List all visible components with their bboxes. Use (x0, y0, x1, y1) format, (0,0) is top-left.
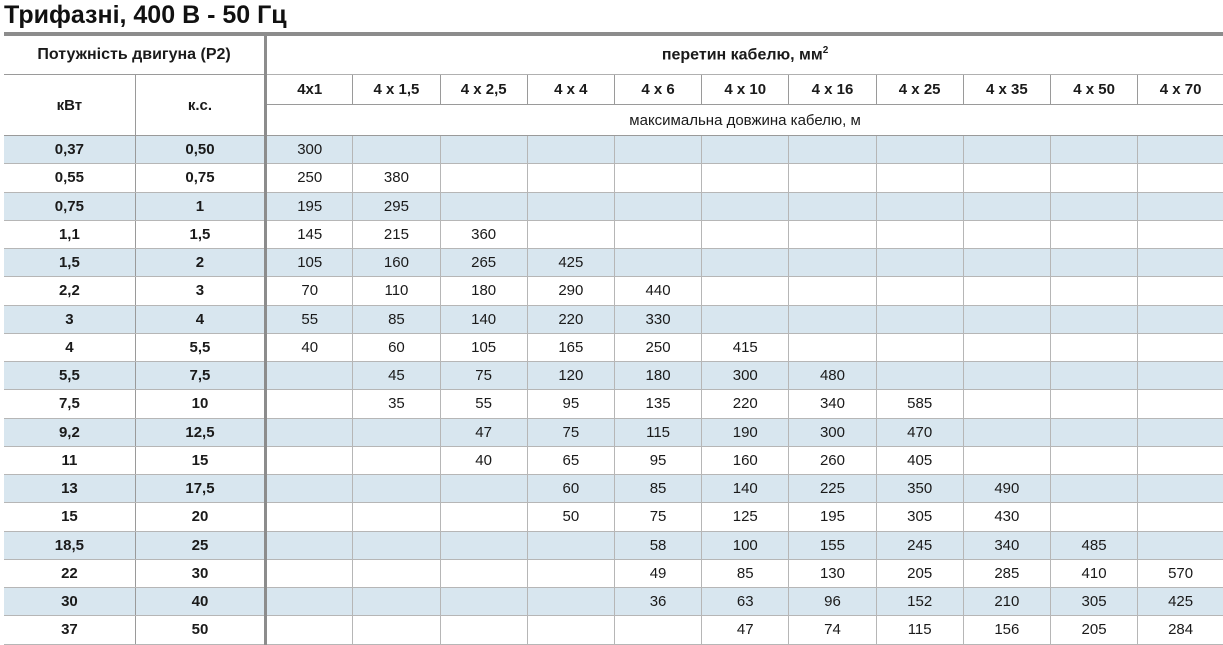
unit-hp-header: к.с. (135, 75, 265, 136)
power-hp-cell: 12,5 (135, 418, 265, 446)
max-length-cell (1138, 249, 1223, 277)
max-length-cell (1138, 475, 1223, 503)
max-length-cell (1138, 277, 1223, 305)
max-length-cell (1050, 503, 1137, 531)
power-hp-cell: 1,5 (135, 220, 265, 248)
max-length-cell (266, 588, 353, 616)
power-hp-cell: 30 (135, 559, 265, 587)
max-length-cell (440, 192, 527, 220)
cable-size-header: 4 x 25 (876, 75, 963, 105)
max-length-cell (702, 305, 789, 333)
max-length-cell (266, 559, 353, 587)
max-length-cell: 160 (353, 249, 440, 277)
max-length-cell (876, 277, 963, 305)
cable-length-table (4, 36, 1223, 645)
max-length-cell (527, 220, 614, 248)
motor-power-header: Потужність двигуна (P2) (4, 36, 266, 75)
max-length-cell: 47 (440, 418, 527, 446)
table-row (4, 305, 1223, 333)
table-row (4, 249, 1223, 277)
max-length-cell: 165 (527, 333, 614, 361)
max-length-cell: 340 (789, 390, 876, 418)
max-length-cell: 95 (527, 390, 614, 418)
max-length-cell (963, 446, 1050, 474)
max-length-cell: 425 (1138, 588, 1223, 616)
max-length-cell (614, 616, 701, 644)
max-length-cell: 260 (789, 446, 876, 474)
max-length-cell (1138, 220, 1223, 248)
max-length-cell (1138, 531, 1223, 559)
max-length-cell (353, 616, 440, 644)
max-length-cell: 75 (614, 503, 701, 531)
max-length-cell: 480 (789, 362, 876, 390)
max-length-cell: 340 (963, 531, 1050, 559)
max-length-cell (1050, 164, 1137, 192)
max-length-cell: 570 (1138, 559, 1223, 587)
max-length-cell: 430 (963, 503, 1050, 531)
max-length-cell: 285 (963, 559, 1050, 587)
power-hp-cell: 1 (135, 192, 265, 220)
max-length-cell: 40 (440, 446, 527, 474)
max-length-cell (963, 305, 1050, 333)
max-length-cell: 250 (266, 164, 353, 192)
power-hp-cell: 10 (135, 390, 265, 418)
max-length-cell (1050, 249, 1137, 277)
max-length-cell (1050, 277, 1137, 305)
max-length-cell (876, 305, 963, 333)
max-length-cell (1050, 136, 1137, 164)
max-length-cell (789, 192, 876, 220)
max-length-cell: 156 (963, 616, 1050, 644)
table-row (4, 446, 1223, 474)
max-length-cell (614, 220, 701, 248)
max-length-cell: 300 (702, 362, 789, 390)
max-length-cell (789, 333, 876, 361)
max-length-cell (876, 249, 963, 277)
max-length-cell: 40 (266, 333, 353, 361)
max-length-cell: 85 (702, 559, 789, 587)
max-length-cell (1138, 418, 1223, 446)
max-length-cell: 60 (527, 475, 614, 503)
max-length-cell (963, 136, 1050, 164)
power-kw-cell: 22 (4, 559, 135, 587)
max-length-cell (440, 475, 527, 503)
max-length-cell (702, 192, 789, 220)
max-length-cell (963, 390, 1050, 418)
max-length-cell (702, 164, 789, 192)
max-length-cell (963, 164, 1050, 192)
max-length-cell (440, 531, 527, 559)
max-length-cell (876, 220, 963, 248)
max-length-cell: 295 (353, 192, 440, 220)
max-length-cell: 45 (353, 362, 440, 390)
max-length-cell: 330 (614, 305, 701, 333)
table-row (4, 559, 1223, 587)
power-kw-cell: 11 (4, 446, 135, 474)
max-length-cell: 49 (614, 559, 701, 587)
max-length-cell (1050, 475, 1137, 503)
max-length-cell: 75 (440, 362, 527, 390)
power-kw-cell: 1,5 (4, 249, 135, 277)
table-row (4, 503, 1223, 531)
max-length-cell (527, 616, 614, 644)
max-length-cell (1050, 333, 1137, 361)
max-length-cell (440, 616, 527, 644)
cable-size-header: 4 x 1,5 (353, 75, 440, 105)
table-row (4, 418, 1223, 446)
max-length-cell (1050, 192, 1137, 220)
max-length-cell (963, 362, 1050, 390)
max-length-cell: 360 (440, 220, 527, 248)
max-length-cell (1138, 192, 1223, 220)
max-length-cell: 96 (789, 588, 876, 616)
table-row (4, 475, 1223, 503)
max-length-cell (876, 136, 963, 164)
max-length-cell (353, 475, 440, 503)
max-length-cell: 305 (876, 503, 963, 531)
max-length-cell (1050, 446, 1137, 474)
max-length-cell: 70 (266, 277, 353, 305)
max-length-cell (614, 164, 701, 192)
power-hp-cell: 15 (135, 446, 265, 474)
max-length-cell (1138, 164, 1223, 192)
max-length-cell (876, 333, 963, 361)
max-length-cell (614, 136, 701, 164)
max-length-cell: 220 (527, 305, 614, 333)
power-kw-cell: 18,5 (4, 531, 135, 559)
max-length-cell (527, 164, 614, 192)
max-length-cell: 195 (789, 503, 876, 531)
max-length-cell: 490 (963, 475, 1050, 503)
cable-size-header: 4x1 (266, 75, 353, 105)
max-length-cell (440, 559, 527, 587)
max-length-cell: 284 (1138, 616, 1223, 644)
max-length-cell: 160 (702, 446, 789, 474)
max-length-cell: 85 (614, 475, 701, 503)
max-length-cell: 180 (440, 277, 527, 305)
max-length-cell (876, 164, 963, 192)
max-length-cell: 140 (440, 305, 527, 333)
max-length-cell: 152 (876, 588, 963, 616)
max-length-cell: 245 (876, 531, 963, 559)
power-kw-cell: 15 (4, 503, 135, 531)
max-length-cell (963, 418, 1050, 446)
cable-size-header: 4 x 4 (527, 75, 614, 105)
table-row (4, 588, 1223, 616)
max-length-cell (876, 192, 963, 220)
max-length-cell (1138, 136, 1223, 164)
table-row (4, 220, 1223, 248)
max-length-cell (266, 531, 353, 559)
max-length-cell (527, 588, 614, 616)
max-length-cell (1050, 220, 1137, 248)
cable-size-header: 4 x 6 (614, 75, 701, 105)
max-length-cell (876, 362, 963, 390)
max-length-cell (353, 418, 440, 446)
max-length-cell: 35 (353, 390, 440, 418)
max-length-cell: 140 (702, 475, 789, 503)
max-length-cell (702, 136, 789, 164)
power-hp-cell: 7,5 (135, 362, 265, 390)
max-length-cell: 120 (527, 362, 614, 390)
power-kw-cell: 30 (4, 588, 135, 616)
max-length-cell: 225 (789, 475, 876, 503)
max-length-cell: 130 (789, 559, 876, 587)
max-length-cell (266, 418, 353, 446)
power-hp-cell: 20 (135, 503, 265, 531)
max-length-cell (1138, 446, 1223, 474)
power-kw-cell: 4 (4, 333, 135, 361)
max-length-cell: 205 (1050, 616, 1137, 644)
max-length-cell (963, 277, 1050, 305)
max-length-cell: 115 (614, 418, 701, 446)
power-kw-cell: 3 (4, 305, 135, 333)
max-length-cell: 55 (440, 390, 527, 418)
power-kw-cell: 0,75 (4, 192, 135, 220)
power-hp-cell: 17,5 (135, 475, 265, 503)
max-length-cell (353, 446, 440, 474)
table-row (4, 164, 1223, 192)
max-length-cell (963, 333, 1050, 361)
max-length-cell: 195 (266, 192, 353, 220)
max-length-cell: 215 (353, 220, 440, 248)
max-length-cell: 145 (266, 220, 353, 248)
power-kw-cell: 37 (4, 616, 135, 644)
max-length-cell: 155 (789, 531, 876, 559)
max-length-cell (353, 531, 440, 559)
max-length-cell (353, 503, 440, 531)
max-length-cell: 305 (1050, 588, 1137, 616)
max-length-cell: 85 (353, 305, 440, 333)
max-length-cell: 95 (614, 446, 701, 474)
power-hp-cell: 4 (135, 305, 265, 333)
max-length-cell (1050, 390, 1137, 418)
max-length-cell (266, 503, 353, 531)
cable-section-superscript: 2 (822, 45, 829, 57)
max-length-cell: 205 (876, 559, 963, 587)
max-length-cell: 74 (789, 616, 876, 644)
max-length-cell: 250 (614, 333, 701, 361)
max-length-cell (789, 136, 876, 164)
max-length-cell: 380 (353, 164, 440, 192)
max-length-cell (789, 305, 876, 333)
max-length-cell: 100 (702, 531, 789, 559)
table-row (4, 333, 1223, 361)
max-length-cell (789, 249, 876, 277)
cable-size-header: 4 x 35 (963, 75, 1050, 105)
max-length-cell: 210 (963, 588, 1050, 616)
max-length-cell (702, 277, 789, 305)
table-row (4, 136, 1223, 164)
power-hp-cell: 0,50 (135, 136, 265, 164)
max-length-cell: 470 (876, 418, 963, 446)
power-kw-cell: 5,5 (4, 362, 135, 390)
max-length-cell (266, 475, 353, 503)
max-length-cell (789, 220, 876, 248)
max-length-cell: 55 (266, 305, 353, 333)
max-length-cell (527, 531, 614, 559)
max-length-cell (1050, 362, 1137, 390)
max-length-cell: 115 (876, 616, 963, 644)
max-length-cell (1050, 305, 1137, 333)
max-length-cell (1138, 333, 1223, 361)
max-length-cell: 105 (440, 333, 527, 361)
power-hp-cell: 3 (135, 277, 265, 305)
max-length-cell (963, 249, 1050, 277)
max-length-cell: 220 (702, 390, 789, 418)
max-length-cell: 440 (614, 277, 701, 305)
max-length-cell (1138, 305, 1223, 333)
max-length-cell: 110 (353, 277, 440, 305)
max-length-cell (963, 220, 1050, 248)
max-length-cell (702, 220, 789, 248)
max-length-cell: 585 (876, 390, 963, 418)
table-row (4, 192, 1223, 220)
max-length-cell (1138, 390, 1223, 418)
power-kw-cell: 0,37 (4, 136, 135, 164)
power-hp-cell: 50 (135, 616, 265, 644)
max-length-cell: 50 (527, 503, 614, 531)
max-length-cell: 105 (266, 249, 353, 277)
max-length-cell (353, 136, 440, 164)
max-length-cell: 180 (614, 362, 701, 390)
max-length-cell: 63 (702, 588, 789, 616)
max-length-cell: 410 (1050, 559, 1137, 587)
power-kw-cell: 0,55 (4, 164, 135, 192)
max-length-cell (963, 192, 1050, 220)
max-length-cell (440, 136, 527, 164)
max-length-cell (1050, 418, 1137, 446)
max-length-cell: 300 (789, 418, 876, 446)
max-length-cell (614, 249, 701, 277)
max-length-cell (266, 616, 353, 644)
unit-kw-header: кВт (4, 75, 135, 136)
cable-size-header: 4 x 70 (1138, 75, 1223, 105)
cable-size-header: 4 x 16 (789, 75, 876, 105)
max-length-cell (440, 588, 527, 616)
max-length-subheader: максимальна довжина кабелю, м (266, 105, 1223, 136)
cable-size-header: 4 x 2,5 (440, 75, 527, 105)
power-kw-cell: 13 (4, 475, 135, 503)
table-row (4, 390, 1223, 418)
power-kw-cell: 2,2 (4, 277, 135, 305)
max-length-cell: 65 (527, 446, 614, 474)
power-kw-cell: 7,5 (4, 390, 135, 418)
max-length-cell (789, 164, 876, 192)
cable-section-header (266, 36, 1223, 75)
max-length-cell (789, 277, 876, 305)
cable-size-header: 4 x 10 (702, 75, 789, 105)
cable-size-header: 4 x 50 (1050, 75, 1137, 105)
max-length-cell (440, 164, 527, 192)
max-length-cell (266, 446, 353, 474)
max-length-cell (527, 559, 614, 587)
max-length-cell: 47 (702, 616, 789, 644)
max-length-cell: 125 (702, 503, 789, 531)
table-row (4, 616, 1223, 644)
max-length-cell (353, 588, 440, 616)
max-length-cell: 36 (614, 588, 701, 616)
page-title: Трифазні, 400 В - 50 Гц (4, 1, 287, 29)
max-length-cell: 425 (527, 249, 614, 277)
power-hp-cell: 0,75 (135, 164, 265, 192)
max-length-cell: 135 (614, 390, 701, 418)
max-length-cell (1138, 362, 1223, 390)
max-length-cell: 265 (440, 249, 527, 277)
cable-section-label: перетин кабелю, мм (661, 46, 823, 64)
max-length-cell: 415 (702, 333, 789, 361)
max-length-cell (702, 249, 789, 277)
power-kw-cell: 9,2 (4, 418, 135, 446)
table-row (4, 531, 1223, 559)
max-length-cell (440, 503, 527, 531)
max-length-cell: 60 (353, 333, 440, 361)
max-length-cell (1138, 503, 1223, 531)
max-length-cell: 485 (1050, 531, 1137, 559)
max-length-cell (266, 362, 353, 390)
max-length-cell: 405 (876, 446, 963, 474)
max-length-cell (266, 390, 353, 418)
max-length-cell (353, 559, 440, 587)
table-row (4, 362, 1223, 390)
power-hp-cell: 2 (135, 249, 265, 277)
power-hp-cell: 5,5 (135, 333, 265, 361)
table-row (4, 277, 1223, 305)
max-length-cell: 58 (614, 531, 701, 559)
max-length-cell (614, 192, 701, 220)
max-length-cell: 300 (266, 136, 353, 164)
max-length-cell (527, 136, 614, 164)
max-length-cell: 75 (527, 418, 614, 446)
power-kw-cell: 1,1 (4, 220, 135, 248)
max-length-cell (527, 192, 614, 220)
max-length-cell: 290 (527, 277, 614, 305)
power-hp-cell: 25 (135, 531, 265, 559)
max-length-cell: 350 (876, 475, 963, 503)
max-length-cell: 190 (702, 418, 789, 446)
power-hp-cell: 40 (135, 588, 265, 616)
